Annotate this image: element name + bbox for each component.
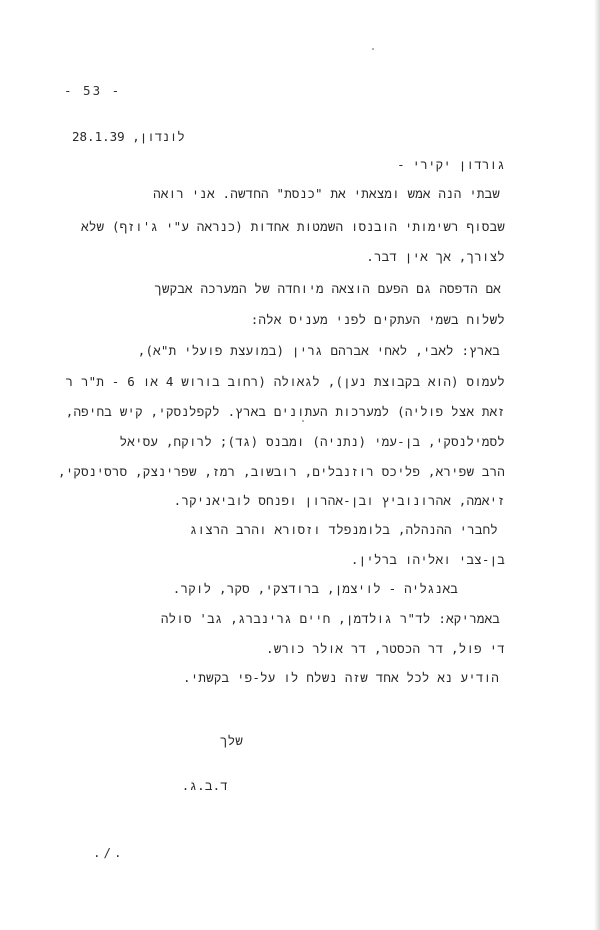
body-line: זאת אצל פוליה) למערכות העתונים בארץ. לקפלנסקי, קיש בחיפה, [65, 404, 505, 419]
dateline: לונדון, 28.1.39 [72, 129, 185, 144]
body-line: בארץ: לאבי, לאחי אברהם גרין (במועצת פועלי ת"א), [137, 343, 500, 358]
body-line: הודיע נא לכל אחד שזה נשלח לו על-פי בקשתי. [183, 670, 499, 685]
closing: שלך [219, 733, 243, 748]
body-line: זיאמה, אהרונוביץ ובן-אהרון ופנחס לוביאניקר. [173, 493, 505, 508]
greeting: גורדון יקירי - [397, 157, 505, 172]
footer-mark: ./. [93, 845, 125, 860]
body-line: באמריקא: לד"ר גולדמן, חיים גרינברג, גב' סולה [160, 611, 500, 626]
signature-initials: ד.ב.ג. [181, 778, 228, 793]
body-line: שבתי הנה אמש ומצאתי את "כנסת" החדשה. אני רואה [153, 186, 500, 201]
body-line: לשלוח בשמי העתקים לפני מעניס אלה: [250, 312, 505, 327]
body-line: בן-צבי ואליהו ברלין. [350, 552, 505, 567]
scan-speck [372, 48, 374, 50]
page-edge-shadow [594, 0, 600, 930]
body-line: שבסוף רשימותי הובנסו השמטות אחדות (כנראה ע"י ג'וזף) שלא [81, 219, 505, 234]
body-line: באנגליה - לויצמן, ברודצקי, סקר, לוקר. [172, 581, 458, 596]
body-line: לעמוס (הוא בקבוצת נען), לגאולה (רחוב בורוש 4 או 6 - ת"ר ר [65, 374, 505, 389]
body-line: די פול, דר הכסטר, דר אולר כורש. [266, 641, 505, 656]
body-line: לחברי ההנהלה, בלומנפלד וזסורא והרב הרצוג [189, 522, 498, 537]
body-line: הרב שפירא, פליכס רוזנבלים, רובשוב, רמז, שפרינצק, סרסינסקי, [58, 464, 505, 479]
body-line: אם הדפסה גם הפעם הוצאה מיוחדה של המערכה אבקשך [154, 281, 501, 296]
body-line: לצורך, אך אין דבר. [366, 249, 505, 264]
scan-speck [302, 420, 304, 422]
body-line: לסמילנסקי, בן-עמי (נתניה) ומבנס (גד); לרוקח, עסיאל [119, 434, 505, 449]
page-number: - 53 - [64, 83, 122, 98]
